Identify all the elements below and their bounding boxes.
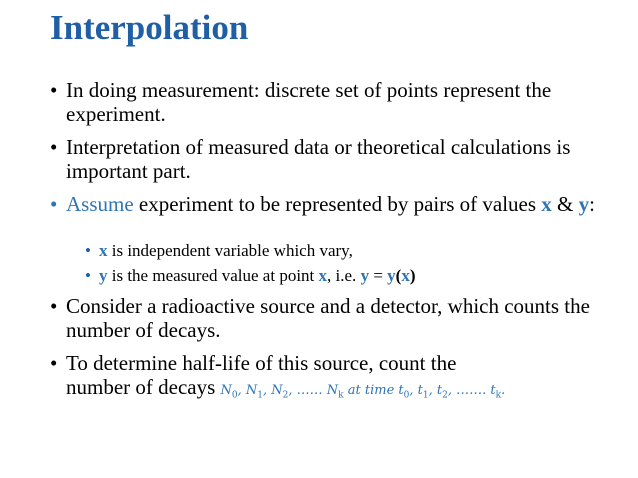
bullet-text: Interpretation of measured data or theoretical calculations is important part. (66, 135, 571, 183)
bullet-assume: • Assume experiment to be represented by pairs of values x & y: (50, 192, 595, 216)
bullet-interpretation (50, 135, 610, 183)
bullet-marker: • (50, 78, 58, 102)
bullet-marker: • (50, 192, 58, 216)
sub-bullet-y: • y is the measured value at point x, i.e. y = y(x) (85, 266, 416, 285)
bullet-marker: • (50, 351, 58, 375)
slide-title: Interpolation (50, 8, 249, 47)
sub-bullet-x: • x is independent variable which vary, (85, 241, 353, 260)
decay-sequence-formula: $N_0$, $N_1$, $N_2$, …… $N_k$ at time $t_0$, $t_1$, $t_2$, ……. $t_k$. (220, 383, 506, 401)
sub-bullet-marker: • (85, 241, 91, 260)
bullet-text: In doing measurement: discrete set of points represent the experiment. (66, 78, 552, 126)
var-x: x (541, 192, 552, 216)
bullet-measurement (50, 78, 610, 126)
bullet-radioactive (50, 294, 610, 342)
bullet-text: Consider a radioactive source and a detector, which counts the number of decays. (66, 294, 590, 342)
sub-bullet-marker: • (85, 266, 91, 285)
bullet-half-life: • To determine half-life of this source, count the number of decays $N_0$, $N_1$, $N_2$, …… $N_k$ at time $t_0$, $t_1$, $t_2$, ……. $t_k$. (50, 351, 506, 401)
bullet-marker: • (50, 135, 58, 159)
bullet-marker: • (50, 294, 58, 318)
assume-word: Assume (66, 192, 134, 216)
var-y: y (578, 192, 590, 216)
